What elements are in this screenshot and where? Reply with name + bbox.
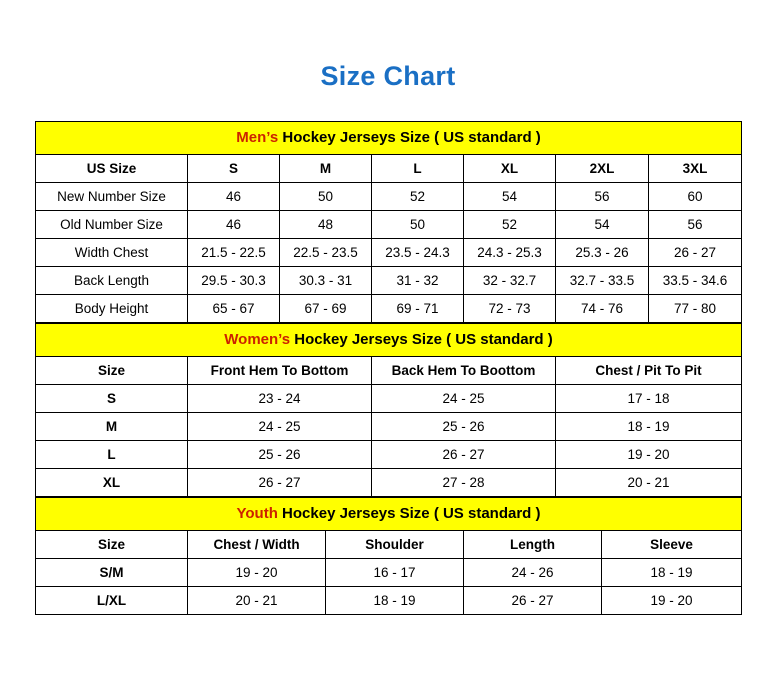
youth-section-heading-cell <box>36 497 742 530</box>
mens-row-0-label: New Number Size <box>36 182 188 210</box>
mens-col-header-6: 3XL <box>649 154 742 182</box>
mens-col-header-0: US Size <box>36 154 188 182</box>
youth-row-0-label: S/M <box>36 558 188 586</box>
table-row <box>36 154 742 182</box>
womens-col-header-3: Chest / Pit To Pit <box>556 356 742 384</box>
mens-row-0-cell-6: 60 <box>649 182 742 210</box>
table-row <box>36 294 742 322</box>
table-row <box>36 586 742 614</box>
mens-row-1-cell-6: 56 <box>649 210 742 238</box>
youth-heading-rest: Hockey Jerseys Size ( US standard ) <box>277 505 541 523</box>
mens-row-4-label: Body Height <box>36 294 188 322</box>
youth-row-1-cell-4: 19 - 20 <box>602 586 742 614</box>
table-row <box>36 356 742 384</box>
table-row <box>36 210 742 238</box>
mens-row-2-cell-1: 21.5 - 22.5 <box>188 238 280 266</box>
youth-section-heading <box>36 497 742 530</box>
mens-section-heading <box>36 121 742 154</box>
mens-row-0-cell-1: 46 <box>188 182 280 210</box>
womens-row-3-label: XL <box>36 468 188 496</box>
mens-row-0-cell-3: 52 <box>372 182 464 210</box>
womens-row-3-cell-1: 26 - 27 <box>188 468 372 496</box>
youth-row-0-cell-4: 18 - 19 <box>602 558 742 586</box>
mens-section-heading-cell <box>36 121 742 154</box>
table-row <box>36 530 742 558</box>
womens-section-heading-cell <box>36 323 742 356</box>
mens-row-3-label: Back Length <box>36 266 188 294</box>
mens-row-1-cell-3: 50 <box>372 210 464 238</box>
youth-row-1-cell-1: 20 - 21 <box>188 586 326 614</box>
womens-row-1-cell-2: 25 - 26 <box>372 412 556 440</box>
womens-row-0-cell-1: 23 - 24 <box>188 384 372 412</box>
mens-row-4-cell-1: 65 - 67 <box>188 294 280 322</box>
womens-row-1-label: M <box>36 412 188 440</box>
womens-row-2-cell-3: 19 - 20 <box>556 440 742 468</box>
mens-row-4-cell-6: 77 - 80 <box>649 294 742 322</box>
youth-row-0-cell-1: 19 - 20 <box>188 558 326 586</box>
mens-heading-accent: Men’s <box>236 129 279 147</box>
youth-col-header-1: Chest / Width <box>188 530 326 558</box>
womens-section-heading <box>36 323 742 356</box>
mens-row-4-cell-4: 72 - 73 <box>464 294 556 322</box>
mens-row-1-cell-5: 54 <box>556 210 649 238</box>
womens-row-2-label: L <box>36 440 188 468</box>
mens-row-3-cell-3: 31 - 32 <box>372 266 464 294</box>
youth-col-header-0: Size <box>36 530 188 558</box>
size-chart-container <box>35 121 741 615</box>
mens-heading-rest: Hockey Jerseys Size ( US standard ) <box>278 129 541 147</box>
womens-col-header-0: Size <box>36 356 188 384</box>
mens-row-4-cell-2: 67 - 69 <box>280 294 372 322</box>
womens-heading-accent: Women’s <box>224 331 291 349</box>
youth-size-table <box>35 497 742 615</box>
table-row <box>36 182 742 210</box>
mens-row-3-cell-1: 29.5 - 30.3 <box>188 266 280 294</box>
youth-col-header-4: Sleeve <box>602 530 742 558</box>
mens-row-4-cell-3: 69 - 71 <box>372 294 464 322</box>
youth-heading-accent: Youth <box>236 505 278 523</box>
mens-row-1-label: Old Number Size <box>36 210 188 238</box>
mens-row-3-cell-5: 32.7 - 33.5 <box>556 266 649 294</box>
table-row <box>36 412 742 440</box>
womens-col-header-2: Back Hem To Boottom <box>372 356 556 384</box>
mens-col-header-1: S <box>188 154 280 182</box>
womens-row-0-cell-3: 17 - 18 <box>556 384 742 412</box>
page-title: Size Chart <box>320 61 456 91</box>
youth-row-1-label: L/XL <box>36 586 188 614</box>
womens-row-0-cell-2: 24 - 25 <box>372 384 556 412</box>
mens-row-2-cell-6: 26 - 27 <box>649 238 742 266</box>
table-row <box>36 238 742 266</box>
youth-row-0-cell-3: 24 - 26 <box>464 558 602 586</box>
mens-row-2-cell-4: 24.3 - 25.3 <box>464 238 556 266</box>
womens-row-1-cell-1: 24 - 25 <box>188 412 372 440</box>
table-row <box>36 468 742 496</box>
womens-heading-rest: Hockey Jerseys Size ( US standard ) <box>290 331 553 349</box>
youth-col-header-2: Shoulder <box>326 530 464 558</box>
youth-row-1-cell-2: 18 - 19 <box>326 586 464 614</box>
youth-col-header-3: Length <box>464 530 602 558</box>
mens-row-1-cell-4: 52 <box>464 210 556 238</box>
mens-row-4-cell-5: 74 - 76 <box>556 294 649 322</box>
womens-row-2-cell-1: 25 - 26 <box>188 440 372 468</box>
womens-row-0-label: S <box>36 384 188 412</box>
mens-row-3-cell-4: 32 - 32.7 <box>464 266 556 294</box>
mens-row-3-cell-2: 30.3 - 31 <box>280 266 372 294</box>
mens-row-3-cell-6: 33.5 - 34.6 <box>649 266 742 294</box>
mens-col-header-4: XL <box>464 154 556 182</box>
table-row <box>36 266 742 294</box>
mens-row-2-cell-3: 23.5 - 24.3 <box>372 238 464 266</box>
mens-size-table <box>35 121 742 323</box>
mens-row-0-cell-4: 54 <box>464 182 556 210</box>
youth-row-1-cell-3: 26 - 27 <box>464 586 602 614</box>
table-row <box>36 440 742 468</box>
mens-row-2-cell-5: 25.3 - 26 <box>556 238 649 266</box>
mens-col-header-5: 2XL <box>556 154 649 182</box>
youth-row-0-cell-2: 16 - 17 <box>326 558 464 586</box>
womens-size-table <box>35 323 742 497</box>
mens-row-2-label: Width Chest <box>36 238 188 266</box>
mens-row-2-cell-2: 22.5 - 23.5 <box>280 238 372 266</box>
mens-col-header-3: L <box>372 154 464 182</box>
mens-row-0-cell-5: 56 <box>556 182 649 210</box>
table-row <box>36 384 742 412</box>
mens-row-1-cell-2: 48 <box>280 210 372 238</box>
womens-row-3-cell-2: 27 - 28 <box>372 468 556 496</box>
womens-row-3-cell-3: 20 - 21 <box>556 468 742 496</box>
table-row <box>36 558 742 586</box>
womens-row-2-cell-2: 26 - 27 <box>372 440 556 468</box>
mens-col-header-2: M <box>280 154 372 182</box>
womens-col-header-1: Front Hem To Bottom <box>188 356 372 384</box>
womens-row-1-cell-3: 18 - 19 <box>556 412 742 440</box>
mens-row-0-cell-2: 50 <box>280 182 372 210</box>
mens-row-1-cell-1: 46 <box>188 210 280 238</box>
